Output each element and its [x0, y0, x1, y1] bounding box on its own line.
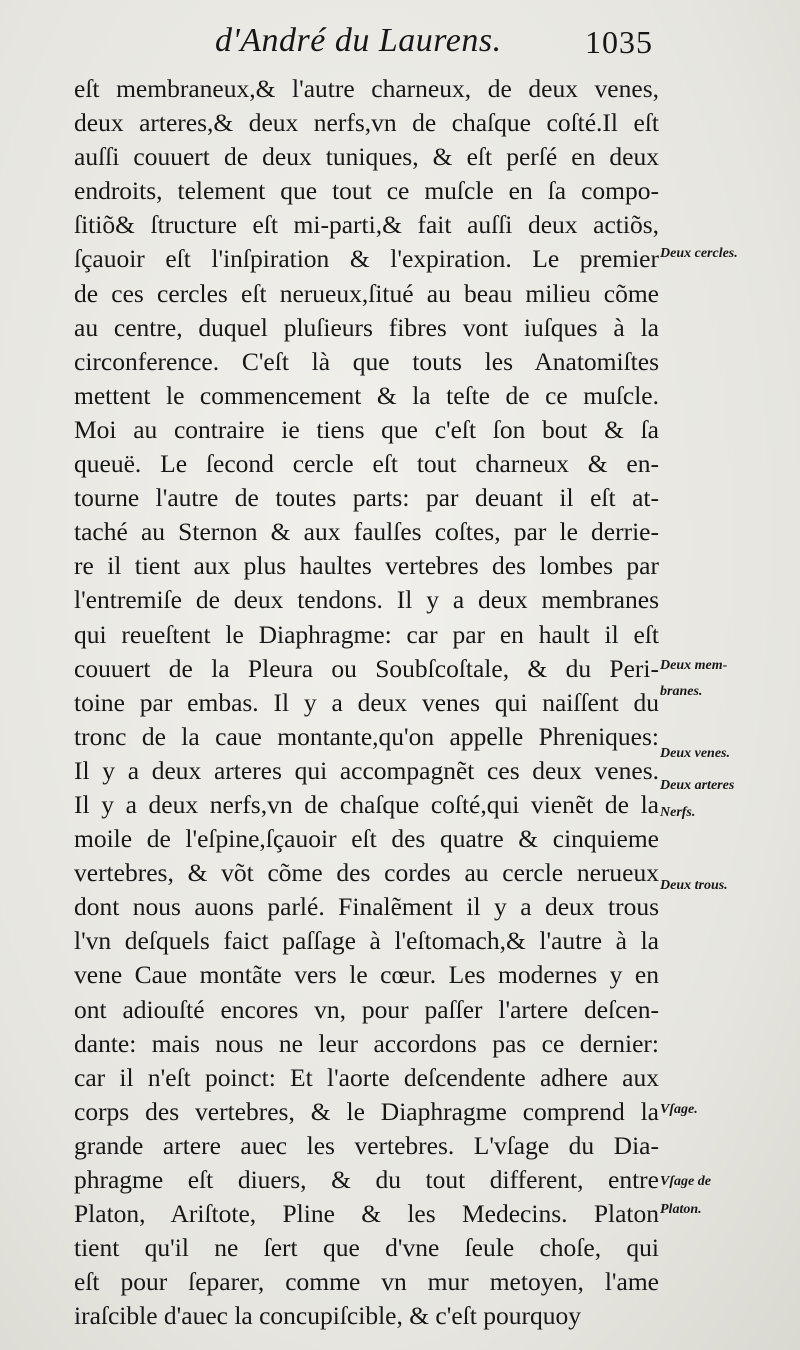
margin-note: Vſage de [660, 1174, 711, 1189]
text-line: eſt pour ſeparer, comme vn mur metoyen, l'ame [74, 1267, 659, 1297]
text-line: Moi au contraire ie tiens que c'eſt ſon bout & ſa [74, 414, 659, 444]
text-line: de ces cercles eſt nerueux,ſitué au beau milieu cõme [74, 278, 659, 308]
text-line: grande artere auec les vertebres. L'vſage du Dia- [74, 1130, 659, 1160]
margin-note: Deux arteres [660, 778, 735, 793]
text-line: vene Caue montãte vers le cœur. Les modernes y en [74, 960, 659, 990]
body-text [74, 72, 659, 1333]
text-line: qui reueſtent le Diaphragme: car par en hault il eſt [74, 619, 659, 649]
text-line: corps des vertebres, & le Diaphragme comprend la [74, 1096, 659, 1126]
margin-note: Nerfs. [660, 805, 696, 820]
text-line: ont adiouſté encores vn, pour paſſer l'artere deſcen- [74, 994, 659, 1024]
text-line: eſt membraneux,& l'autre charneux, de deux venes, [74, 74, 659, 103]
text-line: car il n'eſt poinct: Et l'aorte deſcendente adhere aux [74, 1062, 659, 1092]
text-line: queuë. Le ſecond cercle eſt tout charneux & en- [74, 449, 659, 479]
text-line: ſçauoir eſt l'inſpiration & l'expiration. Le premier [74, 244, 659, 274]
text-line: mettent le commencement & la teſte de ce muſcle. [74, 380, 659, 410]
text-line: au centre, duquel pluſieurs fibres vont iuſques à la [74, 312, 659, 342]
text-line: dante: mais nous ne leur accordons pas ce dernier: [74, 1028, 659, 1058]
text-line: Il y a deux arteres qui accompagnẽt ces deux venes. [74, 755, 659, 785]
text-line: taché au Sternon & aux faulſes coſtes, par le derrie- [74, 517, 659, 547]
text-line: phragme eſt diuers, & du tout different, entre [74, 1165, 659, 1194]
text-line: Il y a deux nerfs,vn de chaſque coſté,qui vienẽt de la [74, 789, 659, 819]
text-line: endroits, telement que tout ce muſcle en ſa compo- [74, 176, 659, 206]
margin-note: Deux cercles. [660, 246, 738, 261]
text-line: circonference. C'eſt là que touts les Anatomiſtes [74, 346, 659, 376]
margin-note: Platon. [660, 1202, 702, 1217]
margin-note: Deux venes. [660, 746, 730, 761]
text-line: auſſi couuert de deux tuniques, & eſt perſé en deux [74, 142, 659, 172]
margin-note: Deux mem- [660, 658, 728, 673]
text-line: re il tient aux plus haultes vertebres des lombes par [74, 551, 659, 581]
text-line: moile de l'eſpine,ſçauoir eſt des quatre & cinquieme [74, 824, 659, 854]
text-line: Platon, Ariſtote, Pline & les Medecins. Platon [74, 1199, 659, 1229]
margin-note: branes. [660, 684, 703, 699]
text-line: iraſcible d'auec la concupiſcible, & c'eſt pourquoy [74, 1301, 581, 1331]
page-number: 1035 [585, 24, 653, 60]
text-line: toine par embas. Il y a deux venes qui naiſſent du [74, 687, 659, 717]
text-line: ſitiõ& ſtructure eſt mi-parti,& fait auſſi deux actiõs, [74, 210, 659, 240]
margin-note: Deux trous. [660, 878, 728, 893]
text-line: tourne l'autre de toutes parts: par deuant il eſt at- [74, 483, 659, 513]
text-line: l'entremiſe de deux tendons. Il y a deux membranes [74, 585, 659, 615]
running-head: d'André du Laurens. [215, 22, 502, 59]
text-line: vertebres, & võt cõme des cordes au cercle nerueux [74, 858, 659, 888]
text-line: couuert de la Pleura ou Soubſcoſtale, & du Peri- [74, 653, 659, 683]
text-line: deux arteres,& deux nerfs,vn de chaſque coſté.Il eſt [74, 108, 659, 138]
text-line: l'vn deſquels faict paſſage à l'eſtomach,& l'autre à la [74, 926, 659, 956]
text-line: dont nous auons parlé. Finalẽment il y a deux trous [74, 892, 659, 922]
text-line: tient qu'il ne ſert que d'vne ſeule choſe, qui [74, 1233, 659, 1263]
text-line: tronc de la caue montante,qu'on appelle Phreniques: [74, 721, 659, 751]
margin-note: Vſage. [660, 1102, 698, 1117]
